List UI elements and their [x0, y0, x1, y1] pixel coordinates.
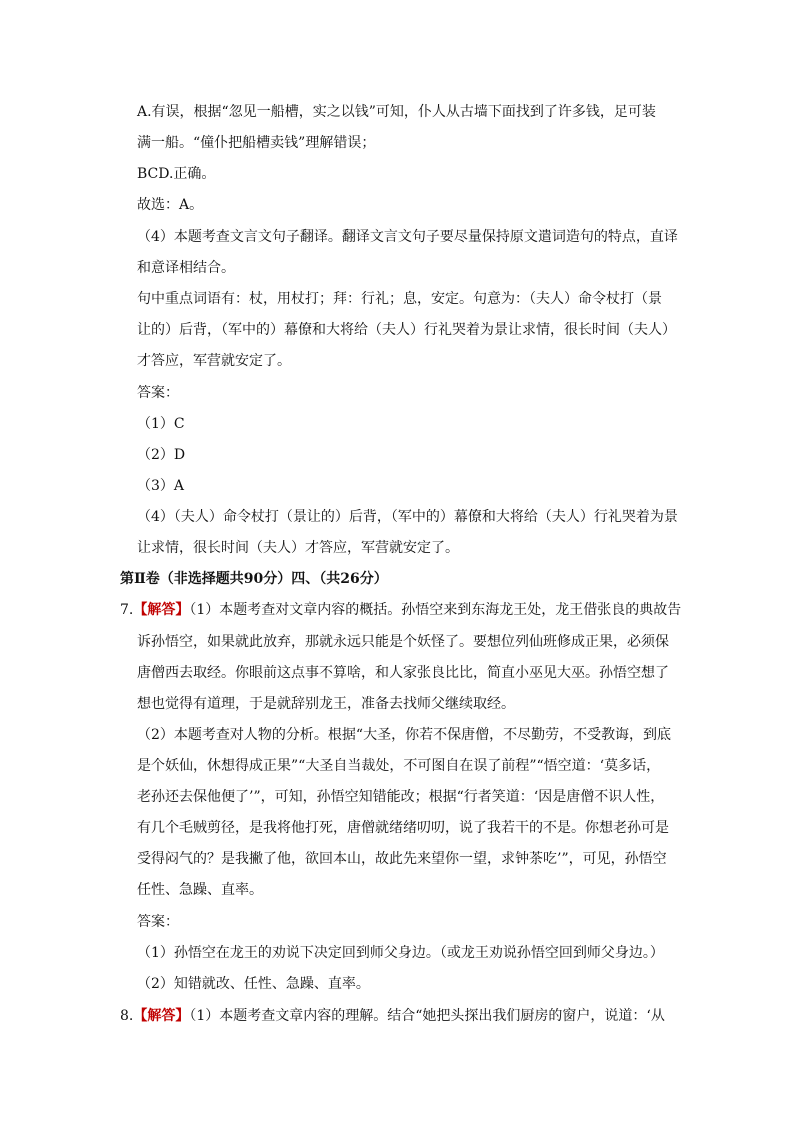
question-number: 7.	[120, 602, 134, 618]
text-line: 有几个毛贼剪径，是我将他打死，唐僧就绪绪叨叨，说了我若干的不是。你想老孙可是	[137, 820, 669, 836]
text-line: （1）C	[137, 416, 185, 432]
text-line: 想也觉得有道理，于是就辞别龙王，准备去找师父继续取经。	[137, 696, 515, 712]
text-line: 故选：A。	[137, 197, 204, 213]
section-heading: 第Ⅱ卷（非选择题共90分）四、（共26分）	[120, 571, 388, 587]
question-8-first-line	[120, 1006, 665, 1026]
text-line: 句中重点词语有：杖，用杖打；拜：行礼；息，安定。句意为：（夫人）命令杖打（景	[137, 291, 662, 307]
text-line: 让的）后背，（军中的）幕僚和大将给（夫人）行礼哭着为景让求情，很长时间（夫人）	[137, 322, 676, 338]
text-line: BCD.正确。	[137, 166, 216, 182]
text-line: （4）本题考查文言文句子翻译。翻译文言文句子要尽量保持原文遣词造句的特点，直译	[137, 229, 678, 245]
text-line: （2）D	[137, 447, 186, 463]
text-line: 才答应，军营就安定了。	[137, 353, 291, 369]
answer-tag: 【解答】	[133, 602, 190, 618]
text-line: 让求情，很长时间（夫人）才答应，军营就安定了。	[137, 540, 459, 556]
text-line: （2）本题考查对人物的分析。根据“大圣，你若不保唐僧，不尽勤劳，不受教诲，到底	[137, 727, 672, 743]
text-line: 诉孙悟空，如果就此放弃，那就永远只能是个妖怪了。要想位列仙班修成正果，必须保	[137, 634, 669, 650]
text-line: （1）本题考查对文章内容的概括。孙悟空来到东海龙王处，龙王借张良的典故告	[189, 602, 682, 618]
text-line: 是个妖仙，休想得成正果”“大圣自当裁处，不可图自在误了前程”“悟空道：‘莫多话，	[137, 758, 661, 774]
text-line: （2）知错就改、任性、急躁、直率。	[137, 976, 370, 992]
question-7-first-line	[120, 600, 681, 620]
text-line: 答案：	[137, 914, 179, 930]
text-line: 答案：	[137, 385, 179, 401]
text-line: 任性、急躁、直率。	[137, 882, 263, 898]
text-line: A.有误，根据“忽见一船槽，实之以钱”可知，仆人从古墙下面找到了许多钱，足可装	[137, 104, 656, 120]
text-line: 老孙还去保他便了’”，可知，孙悟空知错能改；根据“行者笑道：‘因是唐僧不识人性，	[137, 789, 665, 805]
question-number: 8.	[120, 1008, 134, 1024]
text-line: （1）孙悟空在龙王的劝说下决定回到师父身边。（或龙王劝说孙悟空回到师父身边。）	[137, 945, 664, 961]
text-line: 受得闷气的？是我撇了他，欲回本山，故此先来望你一望，求钟茶吃’”，可见，孙悟空	[137, 851, 667, 867]
text-line: 唐僧西去取经。你眼前这点事不算啥，和人家张良比比，简直小巫见大巫。孙悟空想了	[137, 665, 669, 681]
text-line: （1）本题考查文章内容的理解。结合“她把头探出我们厨房的窗户，说道：‘从	[189, 1008, 665, 1024]
text-line: 满一船。“僮仆把船槽卖钱”理解错误；	[137, 135, 376, 151]
text-line: （4）（夫人）命令杖打（景让的）后背，（军中的）幕僚和大将给（夫人）行礼哭着为景	[137, 509, 678, 525]
text-line: （3）A	[137, 478, 185, 494]
answer-tag: 【解答】	[133, 1008, 190, 1024]
text-line: 和意译相结合。	[137, 260, 235, 276]
